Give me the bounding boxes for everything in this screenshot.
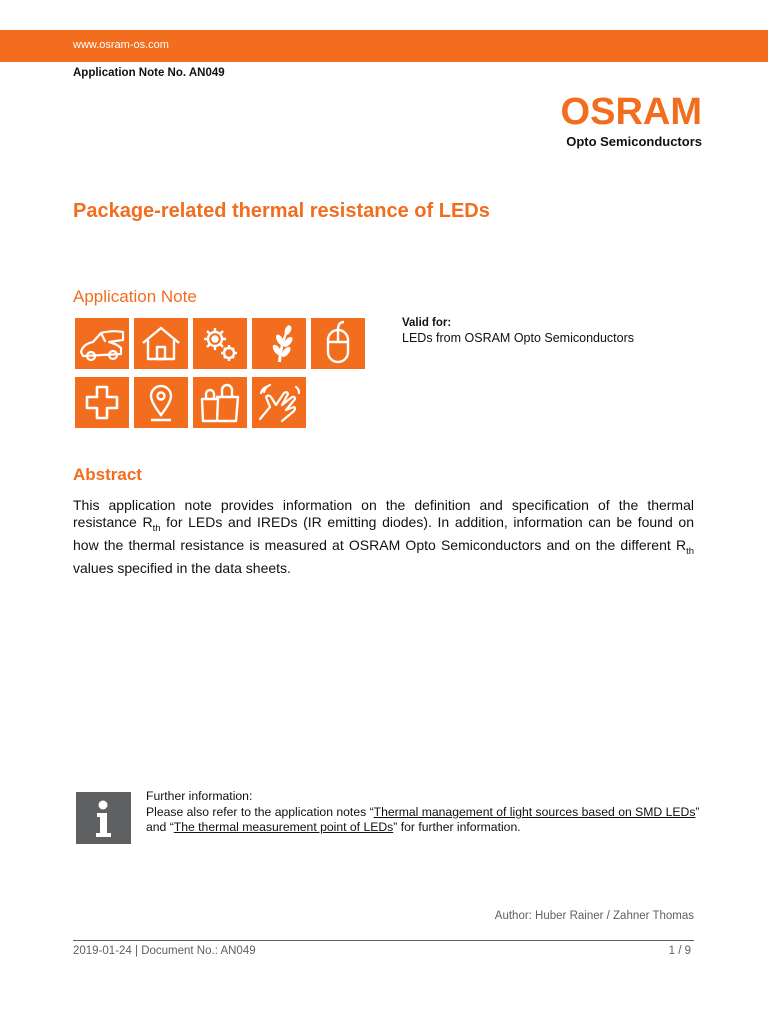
abstract-heading: Abstract [73, 465, 142, 484]
house-icon [134, 318, 188, 369]
footer-page-number: 1 / 9 [668, 945, 691, 957]
application-icon-grid [75, 318, 370, 428]
location-pin-icon [134, 377, 188, 428]
link-thermal-measurement-point[interactable]: The thermal measurement point of LEDs [173, 820, 394, 834]
further-info-part: ” and “ [146, 804, 700, 834]
car-icon [75, 318, 129, 369]
further-information [146, 789, 701, 836]
author-line: Author: Huber Rainer / Zahner Thomas [494, 910, 694, 922]
abstract-part: This application note provides information on the definition and specification of the thermal resistance R [73, 497, 694, 531]
valid-for-text: LEDs from OSRAM Opto Semiconductors [402, 331, 635, 345]
app-note-number: Application Note No. AN049 [73, 67, 225, 79]
further-info-part: Please also refer to the application notes “ [146, 804, 374, 819]
subscript: th [152, 523, 161, 535]
abstract-part: for LEDs and IREDs (IR emitting diodes). In addition, information can be found on how the thermal resistance is measured at OSRAM Opto Semiconductors and on the different R [73, 514, 694, 554]
logo-brand: OSRAM [560, 91, 702, 133]
info-icon [76, 792, 131, 844]
logo-subtitle: Opto Semiconductors [566, 134, 702, 149]
header-bar [0, 30, 768, 62]
mouse-icon [311, 318, 365, 369]
further-info-heading: Further information: [146, 789, 253, 803]
subscript: th [686, 546, 694, 558]
footer-doc-info: 2019-01-24 | Document No.: AN049 [73, 945, 256, 957]
osram-logo [561, 90, 702, 149]
further-info-text [146, 805, 701, 836]
valid-for-label: Valid for: [402, 317, 452, 329]
link-thermal-management[interactable]: Thermal management of light sources based on SMD LEDs [373, 804, 696, 819]
plant-icon [252, 318, 306, 369]
medical-cross-icon [75, 377, 129, 428]
gears-icon [193, 318, 247, 369]
footer-divider [73, 940, 694, 941]
website-url[interactable]: www.osram-os.com [73, 39, 169, 51]
page-subtitle: Application Note [73, 287, 197, 306]
abstract-part: values specified in the data sheets. [73, 560, 291, 577]
shopping-bags-icon [193, 377, 247, 428]
abstract-text [73, 497, 694, 578]
further-info-part: ” for further information. [393, 820, 521, 834]
hand-wave-icon [252, 377, 306, 428]
page-title: Package-related thermal resistance of LEDs [73, 200, 490, 222]
